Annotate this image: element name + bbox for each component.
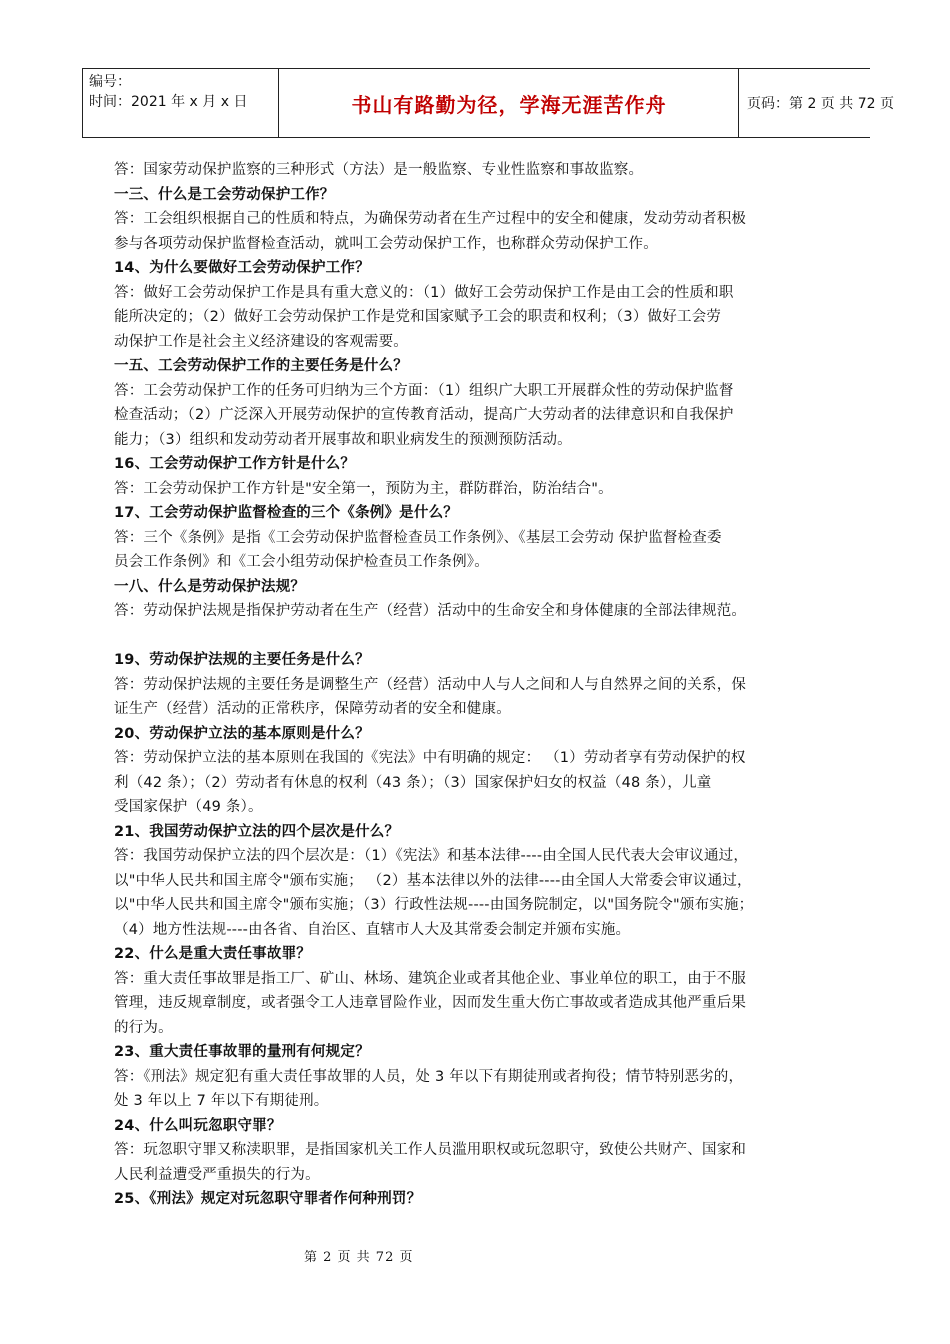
answer-text-line: 处 3 年以上 7 年以下有期徒刑。 (114, 1093, 329, 1109)
question-heading: 22、什么是重大责任事故罪？ (114, 946, 311, 962)
answer-text-line: 答：做好工会劳动保护工作是具有重大意义的：（1）做好工会劳动保护工作是由工会的性质和职 (114, 284, 734, 301)
document-body (114, 158, 844, 1212)
answer-text-line: 答：三个《条例》是指《工会劳动保护监督检查员工作条例》、《基层工会劳动 保护监督检查委 (114, 529, 722, 546)
answer-text-line: 以"中华人民共和国主席令"颁布实施；（3）行政性法规----由国务院制定，以"国务院令"颁布实施； (114, 897, 754, 913)
question-heading: 21、我国劳动保护立法的四个层次是什么？ (114, 823, 400, 840)
answer-text-line: 能所决定的；（2）做好工会劳动保护工作是党和国家赋予工会的职责和权利；（3）做好工会劳 (114, 309, 722, 325)
question-heading: 一八、什么是劳动保护法规？ (114, 578, 306, 595)
answer-text-line: 答：劳动保护法规的主要任务是调整生产（经营）活动中人与人之间和人与自然界之间的关系，保 (114, 676, 747, 693)
header-motto-cell (278, 69, 739, 137)
question-heading: 25、《刑法》规定对玩忽职守罪者作何种刑罚？ (114, 1191, 422, 1207)
page-number-label: 页码：第 2 页 共 72 页 (747, 96, 894, 112)
answer-text-line: 参与各项劳动保护监督检查活动，就叫工会劳动保护工作，也称群众劳动保护工作。 (114, 235, 658, 252)
answer-text-line: 答：工会劳动保护工作的任务可归纳为三个方面：（1）组织广大职工开展群众性的劳动保护监督 (114, 382, 734, 399)
question-heading: 16、工会劳动保护工作方针是什么？ (114, 456, 356, 472)
header-page-cell (738, 69, 894, 137)
answer-text-line: 答：工会组织根据自己的性质和特点，为确保劳动者在生产过程中的安全和健康，发动劳动者积极 (114, 211, 747, 227)
page-footer (0, 1246, 950, 1265)
answer-text-line: 利（42 条）；（2）劳动者有休息的权利（43 条）；（3）国家保护妇女的权益（48 条），儿童 (114, 774, 712, 791)
answer-text-line: 的行为。 (114, 1019, 173, 1036)
header-meta-cell (82, 69, 278, 137)
answer-text-line: 答：重大责任事故罪是指工厂、矿山、林场、建筑企业或者其他企业、事业单位的职工，由于不服 (114, 970, 747, 987)
answer-text-line: 以"中华人民共和国主席令"颁布实施； （2）基本法律以外的法律----由全国人大常委会审议通过， (114, 872, 752, 889)
answer-text-line: 答：工会劳动保护工作方针是"安全第一，预防为主，群防群治，防治结合"。 (114, 480, 613, 497)
question-heading: 14、为什么要做好工会劳动保护工作？ (114, 260, 370, 276)
motto-text: 书山有路勤为径，学海无涯苦作舟 (351, 92, 667, 117)
number-label: 编号： (89, 74, 131, 90)
answer-text-line: 答：劳动保护法规是指保护劳动者在生产（经营）活动中的生命安全和身体健康的全部法律规范。 (114, 603, 747, 619)
answer-text-line: 受国家保护（49 条）。 (114, 799, 263, 815)
answer-text-line: 答：我国劳动保护立法的四个层次是：（1）《宪法》和基本法律----由全国人民代表大会审议通过， (114, 848, 749, 864)
page-header (82, 68, 894, 138)
answer-text-line: 答：玩忽职守罪又称渎职罪，是指国家机关工作人员滥用职权或玩忽职守，致使公共财产、国家和 (114, 1142, 747, 1158)
question-heading: 24、什么叫玩忽职守罪？ (114, 1117, 282, 1134)
question-heading: 一五、工会劳动保护工作的主要任务是什么？ (114, 358, 408, 374)
answer-text-line: 动保护工作是社会主义经济建设的客观需要。 (114, 333, 408, 350)
question-heading: 一三、什么是工会劳动保护工作？ (114, 186, 335, 203)
question-heading: 17、工会劳动保护监督检查的三个《条例》是什么？ (114, 505, 458, 521)
answer-text-line: 证生产（经营）活动的正常秩序，保障劳动者的安全和健康。 (114, 701, 511, 717)
answer-text-line: 管理，违反规章制度，或者强令工人违章冒险作业，因而发生重大伤亡事故或者造成其他严重后果 (114, 995, 747, 1011)
answer-text-line: 答：国家劳动保护监察的三种形式（方法）是一般监察、专业性监察和事故监察。 (114, 162, 644, 178)
footer-page-number: 第 2 页 共 72 页 (304, 1250, 414, 1265)
question-heading: 19、劳动保护法规的主要任务是什么？ (114, 652, 370, 668)
answer-text-line: 答：《刑法》规定犯有重大责任事故罪的人员，处 3 年以下有期徒刑或者拘役；情节特别恶劣的， (114, 1068, 744, 1085)
question-heading: 23、重大责任事故罪的量刑有何规定？ (114, 1044, 370, 1060)
blank-line (114, 624, 844, 649)
answer-text-line: （4）地方性法规----由各省、自治区、直辖市人大及其常委会制定并颁布实施。 (114, 921, 631, 938)
answer-text-line: 能力；（3）组织和发动劳动者开展事故和职业病发生的预测预防活动。 (114, 431, 572, 448)
date-label: 时间：2021 年 x 月 x 日 (89, 94, 248, 110)
answer-text-line: 检查活动；（2）广泛深入开展劳动保护的宣传教育活动，提高广大劳动者的法律意识和自我保护 (114, 407, 734, 423)
question-heading: 20、劳动保护立法的基本原则是什么？ (114, 725, 370, 742)
answer-text-line: 答：劳动保护立法的基本原则在我国的《宪法》中有明确的规定： （1）劳动者享有劳动保护的权 (114, 750, 746, 766)
answer-text-line: 人民利益遭受严重损失的行为。 (114, 1166, 320, 1183)
answer-text-line: 员会工作条例》和《工会小组劳动保护检查员工作条例》。 (114, 554, 489, 570)
